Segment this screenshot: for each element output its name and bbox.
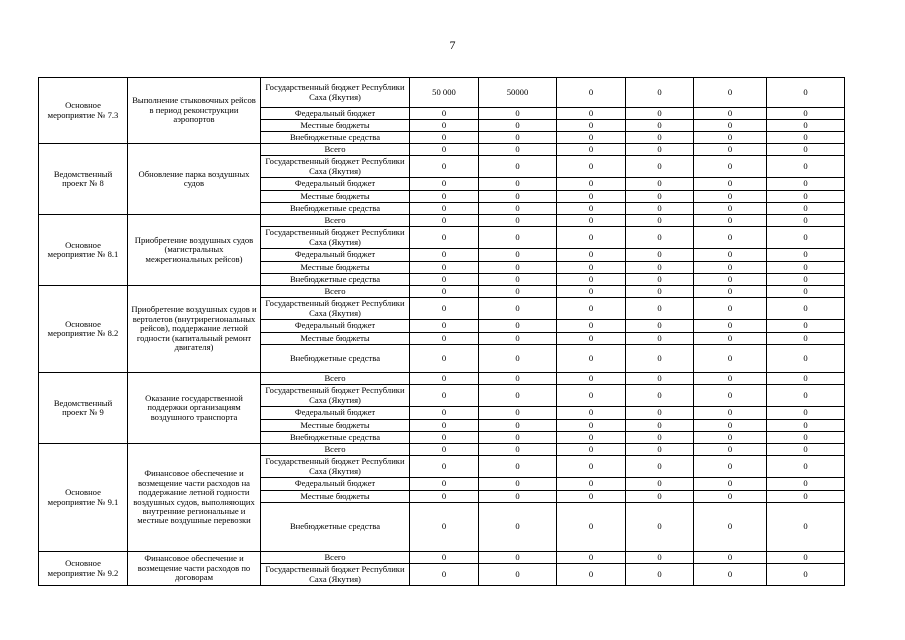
amount-cell: 0: [626, 456, 694, 478]
activity-name-cell: Ведомственный проект № 9: [39, 373, 128, 444]
amount-cell: 0: [557, 503, 626, 552]
funding-source-cell: Местные бюджеты: [261, 120, 410, 132]
amount-cell: 0: [626, 298, 694, 320]
amount-cell: 0: [767, 456, 845, 478]
amount-cell: 0: [479, 191, 557, 203]
amount-cell: 0: [767, 191, 845, 203]
amount-cell: 0: [479, 178, 557, 191]
amount-cell: 0: [410, 132, 479, 144]
funding-source-cell: Местные бюджеты: [261, 191, 410, 203]
amount-cell: 0: [479, 274, 557, 286]
amount-cell: 0: [767, 286, 845, 298]
amount-cell: 0: [557, 345, 626, 373]
amount-cell: 0: [557, 156, 626, 178]
amount-cell: 0: [626, 373, 694, 385]
amount-cell: 0: [410, 262, 479, 274]
amount-cell: 0: [767, 249, 845, 262]
amount-cell: 0: [694, 320, 767, 333]
amount-cell: 0: [767, 227, 845, 249]
amount-cell: 50 000: [410, 78, 479, 108]
funding-source-cell: Государственный бюджет Республики Саха (Якутия): [261, 156, 410, 178]
amount-cell: 0: [557, 491, 626, 503]
amount-cell: 0: [694, 564, 767, 586]
funding-source-cell: Федеральный бюджет: [261, 178, 410, 191]
amount-cell: 0: [767, 132, 845, 144]
amount-cell: 0: [694, 345, 767, 373]
amount-cell: 0: [410, 178, 479, 191]
amount-cell: 0: [479, 444, 557, 456]
amount-cell: 0: [410, 156, 479, 178]
amount-cell: 0: [767, 178, 845, 191]
amount-cell: 0: [626, 333, 694, 345]
amount-cell: 0: [410, 203, 479, 215]
funding-source-cell: Государственный бюджет Республики Саха (Якутия): [261, 456, 410, 478]
amount-cell: 0: [767, 203, 845, 215]
amount-cell: 0: [767, 156, 845, 178]
amount-cell: 0: [767, 108, 845, 120]
amount-cell: 50000: [479, 78, 557, 108]
amount-cell: 0: [410, 227, 479, 249]
amount-cell: 0: [694, 407, 767, 420]
amount-cell: 0: [694, 552, 767, 564]
amount-cell: 0: [767, 373, 845, 385]
funding-source-cell: Внебюджетные средства: [261, 274, 410, 286]
amount-cell: 0: [479, 333, 557, 345]
activity-name-cell: Основное мероприятие № 9.1: [39, 444, 128, 552]
amount-cell: 0: [767, 78, 845, 108]
amount-cell: 0: [479, 215, 557, 227]
amount-cell: 0: [694, 108, 767, 120]
activity-name-cell: Основное мероприятие № 7.3: [39, 78, 128, 144]
amount-cell: 0: [479, 227, 557, 249]
amount-cell: 0: [557, 262, 626, 274]
amount-cell: 0: [626, 156, 694, 178]
amount-cell: 0: [626, 420, 694, 432]
amount-cell: 0: [694, 478, 767, 491]
amount-cell: 0: [557, 432, 626, 444]
amount-cell: 0: [694, 420, 767, 432]
amount-cell: 0: [557, 203, 626, 215]
amount-cell: 0: [767, 333, 845, 345]
amount-cell: 0: [767, 215, 845, 227]
table-row: [39, 373, 845, 385]
amount-cell: 0: [410, 552, 479, 564]
amount-cell: 0: [626, 320, 694, 333]
amount-cell: 0: [557, 286, 626, 298]
amount-cell: 0: [767, 503, 845, 552]
table-row: [39, 444, 845, 456]
funding-source-cell: Местные бюджеты: [261, 420, 410, 432]
amount-cell: 0: [626, 552, 694, 564]
amount-cell: 0: [626, 178, 694, 191]
activity-name-cell: Ведомственный проект № 8: [39, 144, 128, 215]
amount-cell: 0: [410, 274, 479, 286]
amount-cell: 0: [626, 286, 694, 298]
amount-cell: 0: [410, 456, 479, 478]
table-row: [39, 552, 845, 564]
amount-cell: 0: [557, 132, 626, 144]
amount-cell: 0: [410, 444, 479, 456]
amount-cell: 0: [479, 144, 557, 156]
amount-cell: 0: [557, 108, 626, 120]
amount-cell: 0: [694, 249, 767, 262]
amount-cell: 0: [479, 203, 557, 215]
amount-cell: 0: [479, 120, 557, 132]
amount-cell: 0: [694, 373, 767, 385]
amount-cell: 0: [767, 552, 845, 564]
amount-cell: 0: [479, 249, 557, 262]
amount-cell: 0: [626, 274, 694, 286]
funding-source-cell: Местные бюджеты: [261, 491, 410, 503]
amount-cell: 0: [410, 298, 479, 320]
amount-cell: 0: [557, 456, 626, 478]
amount-cell: 0: [626, 345, 694, 373]
amount-cell: 0: [410, 503, 479, 552]
amount-cell: 0: [557, 333, 626, 345]
amount-cell: 0: [626, 144, 694, 156]
amount-cell: 0: [557, 320, 626, 333]
amount-cell: 0: [626, 132, 694, 144]
amount-cell: 0: [410, 320, 479, 333]
amount-cell: 0: [557, 478, 626, 491]
activity-name-cell: Основное мероприятие № 8.1: [39, 215, 128, 286]
amount-cell: 0: [479, 298, 557, 320]
amount-cell: 0: [410, 286, 479, 298]
table-row: [39, 215, 845, 227]
amount-cell: 0: [479, 478, 557, 491]
activity-description-cell: Выполнение стыковочных рейсов в период реконструкции аэропортов: [128, 78, 261, 144]
amount-cell: 0: [767, 444, 845, 456]
amount-cell: 0: [557, 227, 626, 249]
amount-cell: 0: [694, 333, 767, 345]
amount-cell: 0: [694, 227, 767, 249]
amount-cell: 0: [479, 456, 557, 478]
amount-cell: 0: [626, 249, 694, 262]
amount-cell: 0: [557, 385, 626, 407]
amount-cell: 0: [626, 432, 694, 444]
funding-source-cell: Государственный бюджет Республики Саха (Якутия): [261, 385, 410, 407]
amount-cell: 0: [410, 407, 479, 420]
amount-cell: 0: [694, 78, 767, 108]
amount-cell: 0: [479, 132, 557, 144]
funding-source-cell: Федеральный бюджет: [261, 249, 410, 262]
amount-cell: 0: [694, 156, 767, 178]
amount-cell: 0: [557, 373, 626, 385]
amount-cell: 0: [767, 407, 845, 420]
amount-cell: 0: [410, 564, 479, 586]
amount-cell: 0: [767, 345, 845, 373]
activity-description-cell: Обновление парка воздушных судов: [128, 144, 261, 215]
amount-cell: 0: [694, 274, 767, 286]
amount-cell: 0: [694, 286, 767, 298]
amount-cell: 0: [557, 420, 626, 432]
funding-source-cell: Федеральный бюджет: [261, 407, 410, 420]
amount-cell: 0: [557, 274, 626, 286]
funding-source-cell: Внебюджетные средства: [261, 203, 410, 215]
amount-cell: 0: [694, 120, 767, 132]
amount-cell: 0: [767, 298, 845, 320]
amount-cell: 0: [479, 108, 557, 120]
funding-source-cell: Местные бюджеты: [261, 333, 410, 345]
amount-cell: 0: [410, 108, 479, 120]
funding-source-cell: Всего: [261, 144, 410, 156]
amount-cell: 0: [767, 274, 845, 286]
activity-description-cell: Оказание государственной поддержки организациям воздушного транспорта: [128, 373, 261, 444]
budget-table: [38, 77, 845, 586]
activity-name-cell: Основное мероприятие № 9.2: [39, 552, 128, 586]
amount-cell: 0: [479, 373, 557, 385]
amount-cell: 0: [410, 249, 479, 262]
activity-description-cell: Финансовое обеспечение и возмещение части расходов по договорам: [128, 552, 261, 586]
amount-cell: 0: [557, 564, 626, 586]
amount-cell: 0: [557, 298, 626, 320]
funding-source-cell: Федеральный бюджет: [261, 320, 410, 333]
amount-cell: 0: [557, 144, 626, 156]
amount-cell: 0: [767, 120, 845, 132]
activity-name-cell: Основное мероприятие № 8.2: [39, 286, 128, 373]
amount-cell: 0: [626, 215, 694, 227]
amount-cell: 0: [479, 564, 557, 586]
amount-cell: 0: [694, 178, 767, 191]
page-number: 7: [449, 38, 456, 52]
funding-source-cell: Федеральный бюджет: [261, 108, 410, 120]
amount-cell: 0: [626, 385, 694, 407]
amount-cell: 0: [767, 420, 845, 432]
amount-cell: 0: [694, 491, 767, 503]
amount-cell: 0: [626, 108, 694, 120]
amount-cell: 0: [557, 120, 626, 132]
amount-cell: 0: [557, 78, 626, 108]
amount-cell: 0: [626, 227, 694, 249]
amount-cell: 0: [694, 144, 767, 156]
funding-source-cell: Государственный бюджет Республики Саха (Якутия): [261, 78, 410, 108]
funding-source-cell: Внебюджетные средства: [261, 345, 410, 373]
amount-cell: 0: [767, 262, 845, 274]
amount-cell: 0: [410, 478, 479, 491]
amount-cell: 0: [410, 345, 479, 373]
amount-cell: 0: [479, 420, 557, 432]
amount-cell: 0: [557, 191, 626, 203]
activity-description-cell: Приобретение воздушных судов и вертолетов (внутрирегиональных рейсов), поддержание летной годности (капитальный ремонт двигателя): [128, 286, 261, 373]
amount-cell: 0: [767, 320, 845, 333]
funding-source-cell: Всего: [261, 286, 410, 298]
funding-source-cell: Федеральный бюджет: [261, 478, 410, 491]
amount-cell: 0: [626, 191, 694, 203]
funding-source-cell: Всего: [261, 444, 410, 456]
funding-source-cell: Всего: [261, 552, 410, 564]
amount-cell: 0: [479, 552, 557, 564]
amount-cell: 0: [410, 491, 479, 503]
amount-cell: 0: [626, 444, 694, 456]
activity-description-cell: Финансовое обеспечение и возмещение части расходов на поддержание летной годности воздушных судов, выполняющих внутренние региональные и местные воздушные перевозки: [128, 444, 261, 552]
amount-cell: 0: [410, 333, 479, 345]
amount-cell: 0: [767, 144, 845, 156]
table-row: [39, 144, 845, 156]
amount-cell: 0: [694, 132, 767, 144]
amount-cell: 0: [557, 215, 626, 227]
amount-cell: 0: [410, 120, 479, 132]
amount-cell: 0: [479, 491, 557, 503]
amount-cell: 0: [694, 456, 767, 478]
amount-cell: 0: [626, 120, 694, 132]
amount-cell: 0: [626, 262, 694, 274]
amount-cell: 0: [557, 552, 626, 564]
amount-cell: 0: [694, 385, 767, 407]
amount-cell: 0: [479, 407, 557, 420]
amount-cell: 0: [557, 444, 626, 456]
amount-cell: 0: [557, 249, 626, 262]
amount-cell: 0: [410, 373, 479, 385]
amount-cell: 0: [410, 385, 479, 407]
amount-cell: 0: [626, 491, 694, 503]
amount-cell: 0: [626, 203, 694, 215]
amount-cell: 0: [626, 478, 694, 491]
amount-cell: 0: [694, 203, 767, 215]
funding-source-cell: Всего: [261, 373, 410, 385]
funding-source-cell: Внебюджетные средства: [261, 432, 410, 444]
amount-cell: 0: [626, 503, 694, 552]
amount-cell: 0: [410, 420, 479, 432]
activity-description-cell: Приобретение воздушных судов (магистральных межрегиональных рейсов): [128, 215, 261, 286]
amount-cell: 0: [479, 432, 557, 444]
amount-cell: 0: [767, 432, 845, 444]
amount-cell: 0: [410, 432, 479, 444]
amount-cell: 0: [767, 491, 845, 503]
amount-cell: 0: [626, 564, 694, 586]
amount-cell: 0: [767, 564, 845, 586]
amount-cell: 0: [694, 191, 767, 203]
funding-source-cell: Внебюджетные средства: [261, 132, 410, 144]
funding-source-cell: Государственный бюджет Республики Саха (Якутия): [261, 298, 410, 320]
amount-cell: 0: [767, 385, 845, 407]
amount-cell: 0: [479, 385, 557, 407]
funding-source-cell: Всего: [261, 215, 410, 227]
amount-cell: 0: [479, 286, 557, 298]
funding-source-cell: Государственный бюджет Республики Саха (Якутия): [261, 564, 410, 586]
funding-source-cell: Государственный бюджет Республики Саха (Якутия): [261, 227, 410, 249]
amount-cell: 0: [694, 432, 767, 444]
amount-cell: 0: [694, 262, 767, 274]
amount-cell: 0: [694, 444, 767, 456]
amount-cell: 0: [410, 191, 479, 203]
amount-cell: 0: [557, 178, 626, 191]
amount-cell: 0: [479, 345, 557, 373]
amount-cell: 0: [694, 215, 767, 227]
amount-cell: 0: [767, 478, 845, 491]
funding-source-cell: Местные бюджеты: [261, 262, 410, 274]
table-row: [39, 286, 845, 298]
amount-cell: 0: [479, 503, 557, 552]
amount-cell: 0: [479, 320, 557, 333]
amount-cell: 0: [410, 215, 479, 227]
amount-cell: 0: [410, 144, 479, 156]
amount-cell: 0: [694, 298, 767, 320]
amount-cell: 0: [694, 503, 767, 552]
funding-source-cell: Внебюджетные средства: [261, 503, 410, 552]
amount-cell: 0: [626, 78, 694, 108]
amount-cell: 0: [626, 407, 694, 420]
amount-cell: 0: [479, 262, 557, 274]
amount-cell: 0: [557, 407, 626, 420]
table-row: [39, 78, 845, 108]
amount-cell: 0: [479, 156, 557, 178]
